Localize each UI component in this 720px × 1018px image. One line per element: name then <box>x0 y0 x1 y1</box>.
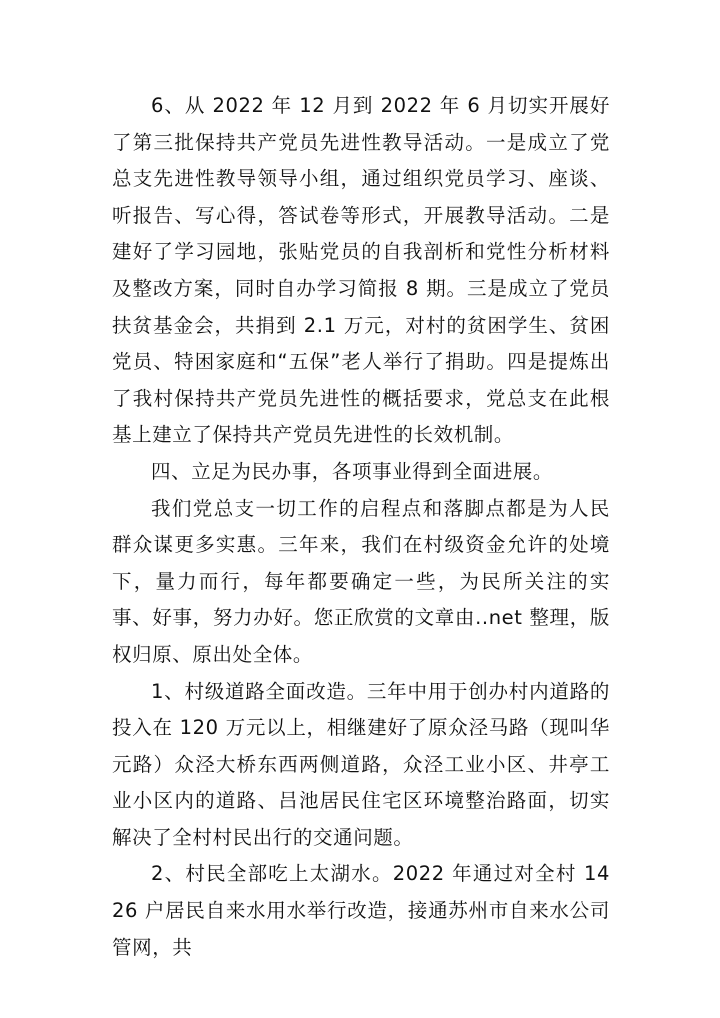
document-body <box>112 88 610 966</box>
paragraph-serve-people: 我们党总支一切工作的启程点和落脚点都是为人民群众谋更多实惠。三年来，我们在村级资金允许的处境下，量力而行，每年都要确定一些，为民所关注的实事、好事，努力办好。您正欣赏的文章由..net 整理，版权归原、原出处全体。 <box>112 496 610 666</box>
paragraph-party-education: 6、从 2022 年 12 月到 2022 年 6 月切实开展好了第三批保持共产党员先进性教导活动。一是成立了党总支先进性教导领导小组，通过组织党员学习、座谈、听报告、写心得，答试卷等形式，开展教导活动。二是建好了学习园地，张贴党员的自我剖析和党性分析材料及整改方案，同时自办学习简报 8 期。三是成立了党员扶贫基金会，共捐到 2.1 万元，对村的贫困学生、贫困党员、特困家庭和“五保”老人举行了捐助。四是提炼出了我村保持共产党员先进性的概括要求，党总支在此根基上建立了保持共产党员先进性的长效机制。 <box>112 94 610 447</box>
section-heading-four: 四、立足为民办事，各项事业得到全面进展。 <box>151 459 554 483</box>
paragraph-taihu-water: 2、村民全部吃上太湖水。2022 年通过对全村 1426 户居民自来水用水举行改造，接通苏州市自来水公司管网，共 <box>112 862 610 959</box>
paragraph-road-renovation: 1、村级道路全面改造。三年中用于创办村内道路的投入在 120 万元以上，相继建好了原众泾马路（现叫华元路）众泾大桥东西两侧道路，众泾工业小区、井亭工业小区内的道路、吕池居民住宅区环境整治路面，切实解决了全村村民出行的交通问题。 <box>112 679 610 849</box>
